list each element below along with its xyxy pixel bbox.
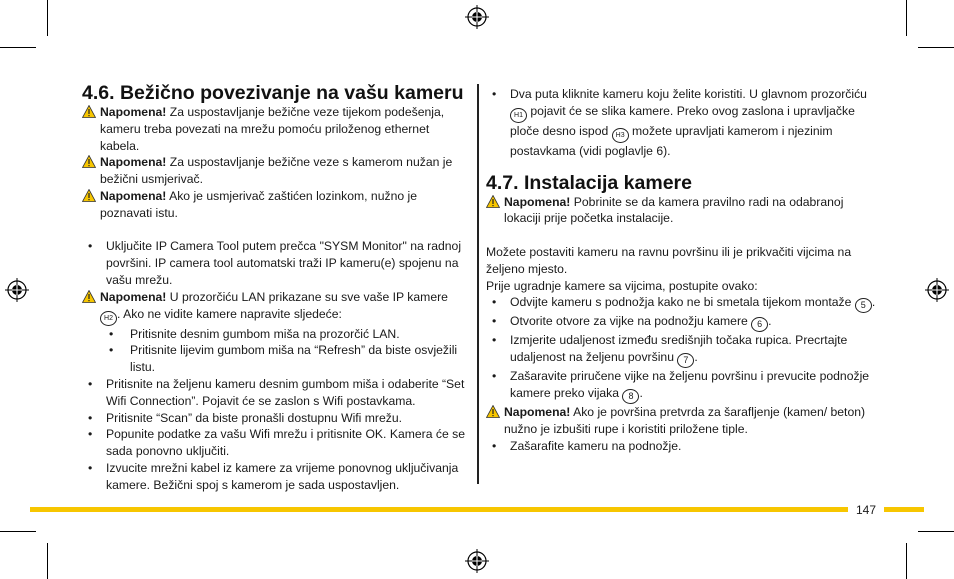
note-label: Napomena! [100,155,167,170]
note-text: U prozorčiću LAN prikazane su sve vaše IP kamere [166,289,448,304]
registration-mark-icon [465,549,489,573]
list-item: • Uključite IP Camera Tool putem prečca "SYSM Monitor" na radnoj površini. IP camera tool automatski traži IP kameru(e) spojenu na vašu mrežu. [82,238,467,288]
section-title: Bežično povezivanje na vašu kameru [119,82,464,104]
figure-ref-badge: H1 [510,108,527,123]
list-item: • Pritisnite na željenu kameru desnim gumbom miša i odaberite “Set Wifi Connection”. Pojavit će se zaslon s Wifi postavkama. [82,376,467,410]
registration-mark-icon [925,278,949,302]
crop-mark [0,531,36,532]
column-divider [477,84,479,484]
list-item: • Odvijte kameru s podnožja kako ne bi smetala tijekom montaže 5 . [486,294,876,313]
list-item: • Popunite podatke za vašu Wifi mrežu i pritisnite OK. Kamera će se sada ponovno uključiti. [82,426,467,460]
list-item: • Zašaravite priručene vijke na željenu površinu i prevucite podnožje kamere preko vijaka 8 . [486,368,876,404]
note-text: Ako je usmjerivač zaštićen lozinkom, nužno je poznavati istu. [100,188,418,220]
list-item: • Otvorite otvore za vijke na podnožju kamere 6 . [486,313,876,332]
figure-ref-badge: 5 [855,298,872,313]
list-item: • Pritisnite “Scan” da biste pronašli dostupnu Wifi mrežu. [82,410,467,427]
crop-mark [918,47,954,48]
page-number: 147 [856,503,877,517]
warning-icon [82,105,96,118]
registration-mark-icon [5,278,29,302]
right-column [486,86,876,454]
paragraph: Možete postaviti kameru na ravnu površinu ili je prikvačiti vijcima na željeno mjesto. [486,244,852,276]
warning-icon [82,189,96,202]
note [82,104,467,154]
note [82,289,467,326]
note-label: Napomena! [504,404,571,419]
paragraph: Prije ugradnje kamere sa vijcima, postupite ovako: [486,278,758,293]
note-text: Ako je površina pretvrda za šarafljenje (kamen/ beton) nužno je izbušiti rupe i koristiti priložene tiple. [504,404,866,436]
warning-icon [82,155,96,168]
footer-accent-bar [30,507,848,512]
note [82,188,467,222]
left-column [82,82,467,494]
section-heading [82,82,467,104]
note-text: . Ako ne vidite kamere napravite sljedeće: [117,306,342,321]
list-item-text: Izmjerite udaljenost između središnjih točaka rupica. Precrtajte udaljenost na željenu površinu [510,333,848,365]
figure-ref-badge: H3 [612,128,629,143]
figure-ref-badge: 6 [751,317,768,332]
note-label: Napomena! [100,188,167,203]
section-title: Instalacija kamere [523,171,692,194]
note-text: Za uspostavljanje bežične veze s kamerom nužan je bežični usmjerivač. [100,155,453,187]
crop-mark [918,531,954,532]
note [82,154,467,188]
note [486,194,876,228]
section-heading [486,172,876,194]
warning-icon [486,195,500,208]
crop-mark [47,543,48,579]
figure-ref-badge: 8 [622,389,639,404]
warning-icon [486,405,500,418]
footer-accent-bar [884,507,924,512]
list-item-text: Zašaravite priručene vijke na željenu površinu i prevucite podnožje kamere preko vijaka [510,369,870,400]
figure-ref-badge: 7 [677,353,694,368]
list-item: • Izmjerite udaljenost između središnjih točaka rupica. Precrtajte udaljenost na željenu površinu 7 . [486,332,876,368]
list-item [486,86,876,160]
registration-mark-icon [465,5,489,29]
list-item: • Zašarafite kameru na podnožje. [486,438,876,455]
list-item: • Izvucite mrežni kabel iz kamere za vrijeme ponovnog uključivanja kamere. Bežični spoj s kamerom je sada uspostavljen. [82,460,467,494]
crop-mark [906,0,907,36]
note-label: Napomena! [504,194,571,209]
sub-list-item: • Pritisnite desnim gumbom miša na prozorčić LAN. [82,326,467,343]
note-text: Pobrinite se da kamera pravilno radi na odabranoj lokaciji prije početka instalacije. [504,194,844,226]
crop-mark [0,47,36,48]
list-item-text: Dva puta kliknite kameru koju želite koristiti. U glavnom prozorčiću [510,87,867,101]
list-item-text: Otvorite otvore za vijke na podnožju kamere [510,314,752,329]
note-label: Napomena! [100,289,167,304]
figure-ref-badge: H2 [100,311,117,326]
sub-list-item: • Pritisnite lijevim gumbom miša na “Refresh” da biste osvježili listu. [82,342,467,376]
crop-mark [47,0,48,36]
warning-icon [82,290,96,303]
list-item-text: možete upravljati kamerom i njezinim postavkama (vidi poglavlje 6). [510,123,833,158]
crop-mark [906,543,907,579]
section-number: 4.7. [486,171,519,194]
note [486,404,876,438]
note-label: Napomena! [100,105,167,119]
list-item-text: pojavit će se slika kamere. Preko ovog zaslona i upravljačke ploče desno ispod [510,103,855,138]
section-number: 4.6. [82,82,115,104]
list-item-text: Odvijte kameru s podnožja kako ne bi smetala tijekom montaže [510,295,855,310]
note-text: Za uspostavljanje bežične veze tijekom podešenja, kameru treba povezati na mrežu pomoću priloženog ethernet kabela. [100,105,445,153]
